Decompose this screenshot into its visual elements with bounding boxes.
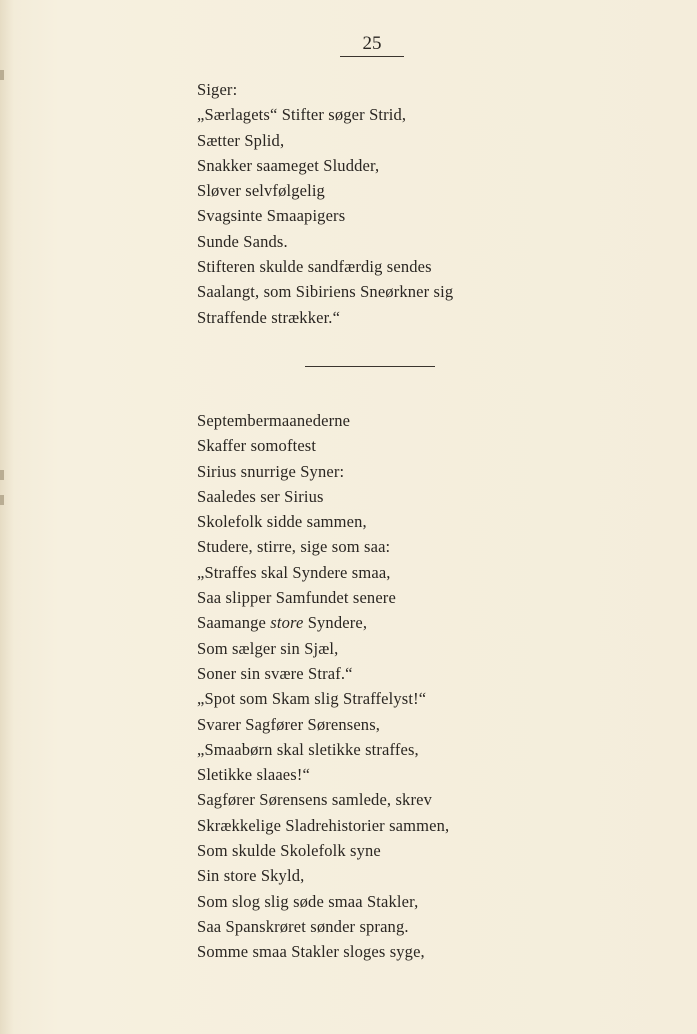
page-number: 25 [362, 33, 382, 54]
poem-line: Studere, stirre, sige som saa: [197, 537, 391, 557]
poem-line: Sløver selvfølgelig [197, 181, 325, 201]
poem-line: Sin store Skyld, [197, 866, 305, 886]
poem-line: Soner sin svære Straf.“ [197, 663, 353, 683]
poem-line [197, 610, 449, 635]
poem-line: Svagsinte Smaapigers [197, 206, 346, 226]
poem-line: Septembermaanederne [197, 411, 351, 430]
poem-line: Som sælger sin Sjæl, [197, 638, 339, 658]
poem-line: Skaffer somoftest [197, 436, 317, 456]
poem-line: Straffende strækker.“ [197, 307, 341, 327]
poem-line: „Smaabørn skal sletikke straffes, [197, 739, 419, 759]
poem-line: Somme smaa Stakler sloges syge, [197, 942, 425, 962]
poem-line: Sagfører Sørensens samlede, skrev [197, 790, 432, 810]
poem-line: Stifteren skulde sandfærdig sendes [197, 257, 432, 277]
poem-line: Sletikke slaaes!“ [197, 765, 310, 785]
poem-line: „Særlagets“ Stifter søger Strid, [197, 105, 407, 125]
margin-mark [0, 470, 4, 480]
poem-line: Som skulde Skolefolk syne [197, 841, 381, 861]
stanza-1 [197, 77, 453, 330]
poem-line: „Straffes skal Syndere smaa, [197, 562, 391, 582]
emphasized-word: store [270, 613, 304, 633]
line-segment: Syndere, [303, 613, 368, 633]
poem-line: Snakker saameget Sludder, [197, 155, 380, 175]
poem-line: Som slog slig søde smaa Stakler, [197, 891, 419, 911]
poem-line: Siger: [197, 80, 238, 99]
poem-line: Sunde Sands. [197, 231, 288, 251]
margin-mark [0, 495, 4, 505]
poem-line: Sirius snurrige Syner: [197, 461, 345, 481]
poem-line: Saa Spanskrøret sønder sprang. [197, 916, 409, 936]
poem-line: Skolefolk sidde sammen, [197, 512, 367, 532]
stanza-2 [197, 408, 449, 965]
line-segment: Saamange [197, 613, 271, 633]
poem-line: Saa slipper Samfundet senere [197, 588, 396, 608]
poem-line: Sætter Splid, [197, 130, 285, 150]
margin-mark [0, 70, 4, 80]
poem-line: „Spot som Skam slig Straffelyst!“ [197, 689, 427, 709]
page-number-rule [340, 56, 404, 57]
poem-line: Svarer Sagfører Sørensens, [197, 714, 381, 734]
section-divider [305, 366, 435, 367]
poem-line: Saaledes ser Sirius [197, 486, 324, 506]
poem-line: Skrækkelige Sladrehistorier sammen, [197, 815, 450, 835]
poem-line: Saalangt, som Sibiriens Sneørkner sig [197, 282, 454, 302]
